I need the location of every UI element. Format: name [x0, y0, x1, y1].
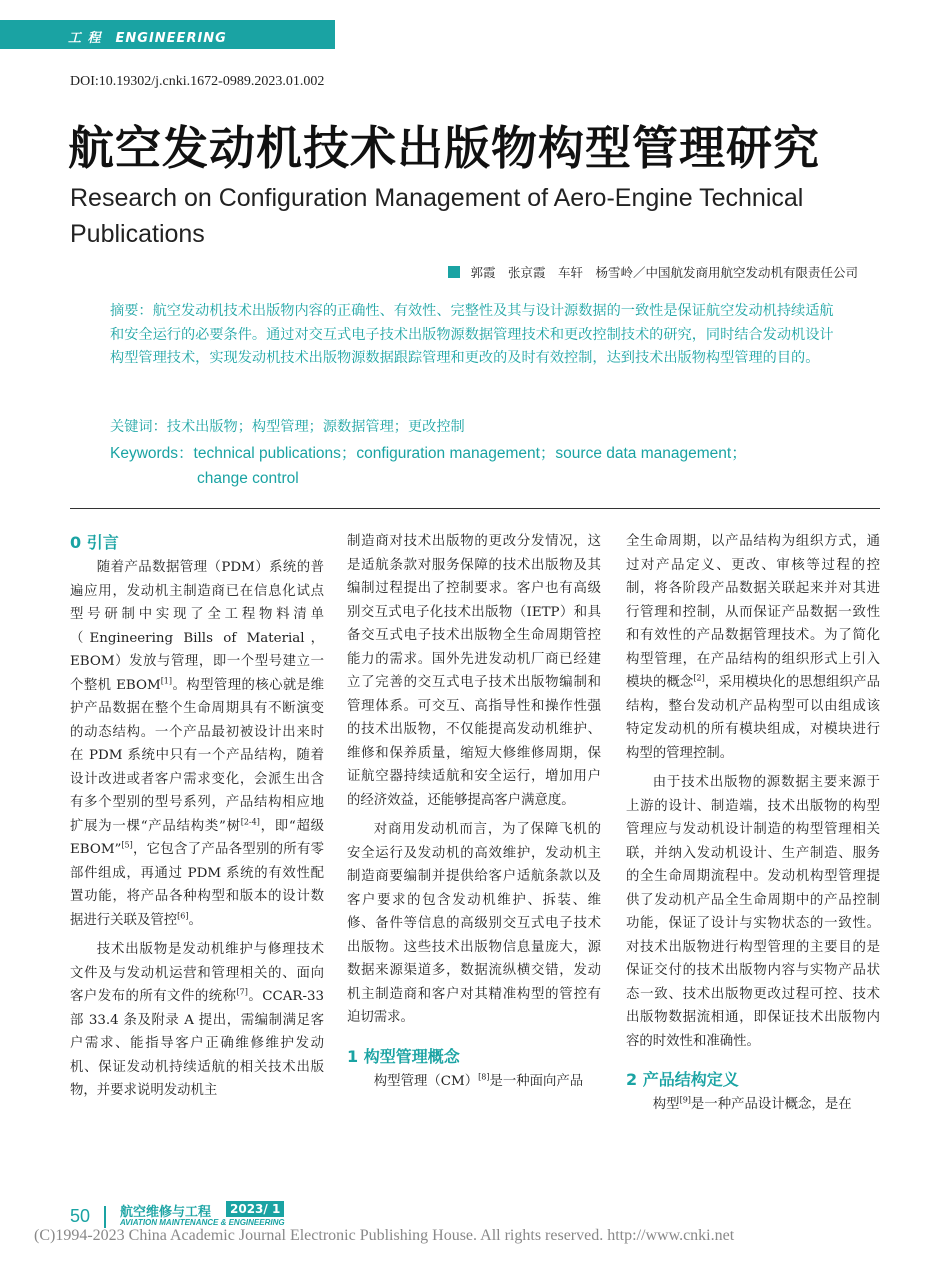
authors: 郭霞 张京霞 车轩 杨雪岭／中国航发商用航空发动机有限责任公司 — [470, 265, 858, 280]
title-chinese: 航空发动机技术出版物构型管理研究 — [68, 121, 820, 175]
text: 全生命周期，以产品结构为组织方式，通过对产品定义、更改、审核等过程的控制，将各阶段产品数据关联起来并对其进行管理和控制，从而保证产品数据一致性和有效性的产品数据管理技术。为了简化构型管理，在产品结构的组织形式上引入模块的概念 — [626, 534, 880, 690]
citation: [7] — [236, 987, 248, 997]
paragraph — [626, 1093, 880, 1117]
column-2 — [347, 530, 601, 1093]
citation: [9] — [679, 1095, 691, 1105]
copyright-notice: (C)1994-2023 China Academic Journal Electronic Publishing House. All rights reserved. http://www.cnki.net — [34, 1227, 735, 1244]
column-1 — [70, 530, 324, 1103]
paragraph — [70, 556, 324, 932]
section-label — [68, 27, 227, 46]
text: ，采用模块化的思想组织产品结构，整台发动机产品构型可以由组成该特定发动机的所有模块组成，对模块进行构型的管理控制。 — [626, 675, 881, 761]
text: 。构型管理的核心就是维护产品数据在整个生命周期具有不断演变的动态结构。一个产品最初被设计出来时在 PDM 系统中只有一个产品结构，随着设计改进或者客户需求变化，会派生出含有多个型别的型号系列，产品结构相应地扩展为一棵“产品结构类”树 — [70, 677, 325, 834]
paragraph: 由于技术出版物的源数据主要来源于上游的设计、制造端，技术出版物的构型管理应与发动机设计制造的构型管理相关联，并纳入发动机设计、生产制造、服务的全生命周期流程中。发动机构型管理提供了发动机产品全生命周期中的产品控制功能，保证了设计与实物状态的一致性。对技术出版物进行构型管理的主要目的是保证交付的技术出版物内容与实物产品状态一致、技术出版物更改过程可控、技术出版物数据流相通，即保证技术出版物内容的时效性和准确性。 — [626, 775, 880, 1049]
citation: [2-4] — [240, 817, 260, 827]
heading-configuration-management: 1 构型管理概念 — [347, 1046, 460, 1066]
doi: DOI:10.19302/j.cnki.1672-0989.2023.01.002 — [70, 74, 325, 89]
text: 构型 — [652, 1097, 680, 1112]
citation: [6] — [177, 911, 189, 921]
text: ，它包含了产品各型别的所有零部件组成，再通过 PDM 系统的有效性配置功能，将产品各种构型和版本的设计数据进行关联及管控 — [70, 842, 324, 928]
heading-product-structure: 2 产品结构定义 — [626, 1070, 739, 1089]
section-en: ENGINEERING — [115, 31, 227, 46]
keywords-english-line1: Keywords：technical publications；configuration management；source data management； — [110, 445, 747, 462]
abstract: 摘要：航空发动机技术出版物内容的正确性、有效性、完整性及其与设计源数据的一致性是保证航空发动机持续适航和安全运行的必要条件。通过对交互式电子技术出版物源数据管理技术和更改控制技术的研究，同时结合发动机设计构型管理技术，实现发动机技术出版物源数据跟踪管理和更改的及时有效控制，达到技术出版物构型管理的目的。 — [110, 303, 834, 366]
column-3 — [626, 530, 880, 1117]
paragraph — [347, 1070, 601, 1094]
text: 随着产品数据管理（PDM）系统的普遍应用，发动机主制造商已在信息化试点型号研制中实现了全工程物料清单（Engineering Bills of Material，EBOM）发放与管理，即一个型号建立一个整机 EBOM — [70, 560, 324, 693]
text: 。 — [188, 912, 202, 928]
journal-name: 航空维修与工程 — [120, 1205, 212, 1220]
keywords-english-line2: change control — [197, 470, 299, 487]
citation: [8] — [478, 1072, 490, 1082]
text: 构型管理（CM） — [373, 1073, 479, 1089]
keywords-english — [110, 441, 845, 491]
paragraph: 制造商对技术出版物的更改分发情况，这是适航条款对服务保障的技术出版物及其编制过程提出了控制要求。客户也有高级别交互式电子化技术出版物（IETP）和具备交互式电子技术出版物全生命周期管控能力的需求。国外先进发动机厂商已经建立了完善的交互式电子技术出版物编制和管理体系。可交互、高指导性和操作性强的技术出版物，不仅能提高发动机维护、维修和保养质量，缩短大修维修周期，保证航空器持续适航和安全运行，增加用户的经济效益，还能够提高客户满意度。 — [347, 534, 601, 808]
text: 是一种面向产品 — [489, 1073, 584, 1089]
paragraph — [626, 530, 880, 765]
text: 技术出版物是发动机维护与修理技术文件及与发动机运营和管理相关的、面向客户发布的所有文件的统称 — [70, 942, 324, 1004]
divider — [70, 508, 880, 509]
journal-name-english: AVIATION MAINTENANCE & ENGINEERING — [120, 1218, 285, 1227]
footer-divider — [104, 1206, 106, 1228]
section-cn: 工 程 — [68, 31, 102, 46]
page-number: 50 — [70, 1206, 91, 1226]
text: 。CCAR-33 部 33.4 条及附录 A 提出，需编制满足客户需求、能指导客户正确维修维护发动机、保证发动机持续适航的相关技术出版物，并要求说明发动机主 — [70, 989, 325, 1098]
keywords-chinese: 关键词：技术出版物；构型管理；源数据管理；更改控制 — [110, 419, 465, 435]
author-line — [448, 263, 858, 281]
paragraph — [70, 938, 324, 1103]
citation: [2] — [693, 673, 705, 683]
heading-introduction: 0 引言 — [70, 533, 119, 552]
author-square-icon — [448, 266, 460, 278]
title-english: Research on Configuration Management of Aero-Engine Technical Publications — [70, 184, 804, 248]
issue-badge: 2023/ 1 — [226, 1201, 284, 1217]
citation: [1] — [160, 676, 173, 686]
text: 是一种产品设计概念，是在 — [690, 1097, 852, 1112]
text: ，即“超级 EBOM” — [70, 818, 324, 857]
paragraph: 对商用发动机而言，为了保障飞机的安全运行及发动机的高效维护，发动机主制造商要编制并提供给客户适航条款以及客户要求的包含发动机维护、拆装、维修、备件等信息的高级别交互式电子技术出版物。这些技术出版物信息量庞大，源数据来源渠道多，数据流纵横交错，发动机主制造商和客户对其精准构型的管控有迫切需求。 — [347, 822, 601, 1025]
citation: [5] — [121, 840, 133, 850]
